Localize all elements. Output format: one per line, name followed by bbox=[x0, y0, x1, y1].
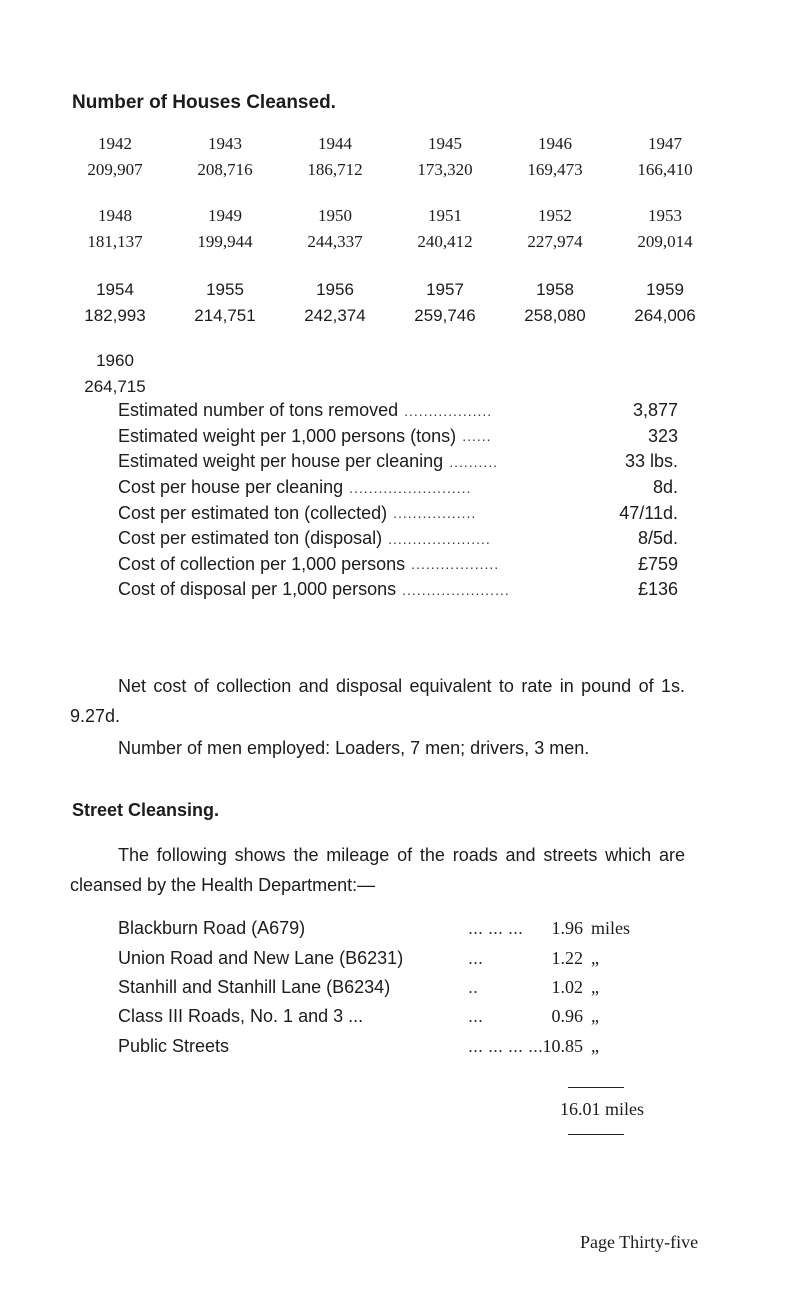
street-intro-paragraph: The following shows the mileage of the roads and streets which are cleansed by the Health Department:— bbox=[70, 845, 685, 895]
leader-dots: ... bbox=[468, 1006, 484, 1027]
year-cell: 1958 bbox=[536, 280, 574, 299]
value-cell: 209,907 bbox=[87, 160, 143, 179]
stat-value: £759 bbox=[637, 553, 678, 574]
street-name: Union Road and New Lane (B6231) bbox=[118, 947, 404, 968]
value-cell: 264,006 bbox=[634, 306, 696, 325]
street-unit: „ bbox=[591, 976, 599, 997]
street-unit: „ bbox=[591, 1006, 599, 1027]
houses-block-2 bbox=[60, 203, 720, 255]
value-cell: 182,993 bbox=[84, 306, 146, 325]
street-unit: miles bbox=[591, 918, 630, 939]
year-cell: 1949 bbox=[208, 206, 242, 225]
net-cost-paragraph: Net cost of collection and disposal equivalent to rate in pound of 1s. 9.27d. bbox=[70, 676, 685, 726]
street-row bbox=[118, 914, 658, 943]
year-cell: 1943 bbox=[208, 134, 242, 153]
stat-label: Estimated weight per house per cleaning bbox=[118, 451, 444, 472]
street-name: Blackburn Road (A679) bbox=[118, 918, 306, 939]
value-cell: 173,320 bbox=[417, 160, 473, 179]
year-cell: 1959 bbox=[646, 280, 684, 299]
year-cell: 1947 bbox=[648, 134, 682, 153]
stat-row bbox=[118, 500, 678, 526]
stat-label: Cost per estimated ton (disposal) bbox=[118, 528, 383, 549]
value-cell: 208,716 bbox=[197, 160, 253, 179]
value-cell: 264,715 bbox=[84, 377, 146, 396]
leader-dots: ... ... ... ... bbox=[468, 1035, 544, 1056]
leader-dots: ... ... ... bbox=[468, 918, 524, 939]
year-cell: 1955 bbox=[206, 280, 244, 299]
value-cell: 199,944 bbox=[197, 232, 253, 251]
value-cell: 242,374 bbox=[304, 306, 366, 325]
year-cell: 1960 bbox=[96, 351, 134, 370]
street-name: Stanhill and Stanhill Lane (B6234) bbox=[118, 976, 391, 997]
stat-value: 8d. bbox=[652, 477, 678, 498]
value-cell: 209,014 bbox=[637, 232, 693, 251]
cleansing-statistics bbox=[118, 398, 678, 603]
street-miles: 1.96 bbox=[551, 918, 583, 939]
houses-heading: Number of Houses Cleansed. bbox=[72, 92, 336, 113]
year-cell: 1944 bbox=[318, 134, 352, 153]
value-cell: 169,473 bbox=[527, 160, 583, 179]
value-row bbox=[60, 303, 720, 329]
year-row bbox=[60, 131, 720, 157]
street-cleansing-heading: Street Cleansing. bbox=[72, 800, 220, 820]
value-cell: 244,337 bbox=[307, 232, 363, 251]
stat-row bbox=[118, 475, 678, 501]
street-name: Public Streets bbox=[118, 1035, 230, 1056]
total-miles-unit: miles bbox=[605, 1099, 644, 1119]
page-number-footer: Page Thirty-five bbox=[580, 1232, 699, 1252]
leader-dots: ......................... bbox=[349, 479, 472, 496]
value-cell: 166,410 bbox=[637, 160, 693, 179]
stat-row bbox=[118, 577, 678, 603]
stat-value: 3,877 bbox=[632, 400, 678, 421]
stat-row bbox=[118, 398, 678, 424]
stat-row bbox=[118, 526, 678, 552]
year-cell: 1952 bbox=[538, 206, 572, 225]
value-row bbox=[60, 229, 720, 255]
year-cell: 1950 bbox=[318, 206, 352, 225]
year-cell: 1945 bbox=[428, 134, 462, 153]
street-row bbox=[118, 1032, 658, 1061]
value-cell: 214,751 bbox=[194, 306, 256, 325]
year-row bbox=[60, 277, 720, 303]
houses-block-3 bbox=[60, 277, 720, 329]
stat-label: Cost per estimated ton (collected) bbox=[118, 502, 388, 523]
leader-dots: .......... bbox=[449, 453, 499, 470]
year-cell: 1956 bbox=[316, 280, 354, 299]
street-mileage-list bbox=[118, 914, 658, 1061]
street-miles: 1.02 bbox=[551, 976, 583, 997]
stat-label: Cost per house per cleaning bbox=[118, 477, 344, 498]
street-miles: 0.96 bbox=[551, 1006, 583, 1027]
year-cell: 1953 bbox=[648, 206, 682, 225]
houses-block-1 bbox=[60, 131, 720, 183]
street-row bbox=[118, 973, 658, 1002]
leader-dots: ...................... bbox=[402, 581, 510, 598]
stat-value: 8/5d. bbox=[637, 528, 678, 549]
stat-value: 33 lbs. bbox=[624, 451, 678, 472]
leader-dots: ..................... bbox=[388, 530, 491, 547]
street-miles: 10.85 bbox=[542, 1035, 583, 1056]
value-cell: 186,712 bbox=[307, 160, 363, 179]
leader-dots: .................. bbox=[404, 402, 493, 419]
value-row bbox=[60, 157, 720, 183]
total-mileage bbox=[560, 1099, 644, 1120]
street-name: Class III Roads, No. 1 and 3 ... bbox=[118, 1006, 364, 1027]
stat-label: Estimated weight per 1,000 persons (tons) bbox=[118, 425, 457, 446]
value-cell: 258,080 bbox=[524, 306, 586, 325]
value-cell: 259,746 bbox=[414, 306, 476, 325]
value-row bbox=[60, 374, 720, 400]
stat-row bbox=[118, 449, 678, 475]
year-cell: 1946 bbox=[538, 134, 572, 153]
leader-dots: .................. bbox=[411, 556, 500, 573]
year-cell: 1951 bbox=[428, 206, 462, 225]
leader-dots: ................. bbox=[393, 505, 477, 522]
street-miles: 1.22 bbox=[551, 947, 583, 968]
stat-value: 323 bbox=[647, 425, 678, 446]
street-unit: „ bbox=[591, 947, 599, 968]
year-cell: 1942 bbox=[98, 134, 132, 153]
stat-row bbox=[118, 424, 678, 450]
men-employed-paragraph: Number of men employed: Loaders, 7 men; drivers, 3 men. bbox=[118, 738, 590, 758]
value-cell: 240,412 bbox=[417, 232, 473, 251]
street-unit: „ bbox=[591, 1035, 599, 1056]
stat-value: £136 bbox=[637, 579, 678, 600]
stat-label: Cost of collection per 1,000 persons bbox=[118, 553, 406, 574]
year-row bbox=[60, 203, 720, 229]
stat-value: 47/11d. bbox=[619, 502, 678, 523]
value-cell: 227,974 bbox=[527, 232, 583, 251]
total-bottom-rule bbox=[568, 1134, 624, 1135]
year-cell: 1948 bbox=[98, 206, 132, 225]
year-row bbox=[60, 348, 720, 374]
street-row bbox=[118, 943, 658, 972]
street-row bbox=[118, 1002, 658, 1031]
total-miles-value: 16.01 bbox=[560, 1099, 601, 1119]
total-top-rule bbox=[568, 1087, 624, 1088]
stat-label: Cost of disposal per 1,000 persons bbox=[118, 579, 397, 600]
year-cell: 1954 bbox=[96, 280, 134, 299]
leader-dots: .. bbox=[468, 976, 479, 997]
stat-row bbox=[118, 552, 678, 578]
houses-block-4 bbox=[60, 348, 720, 400]
leader-dots: ...... bbox=[462, 428, 492, 445]
value-cell: 181,137 bbox=[87, 232, 143, 251]
leader-dots: ... bbox=[468, 947, 484, 968]
year-cell: 1957 bbox=[426, 280, 464, 299]
stat-label: Estimated number of tons removed bbox=[118, 400, 399, 421]
